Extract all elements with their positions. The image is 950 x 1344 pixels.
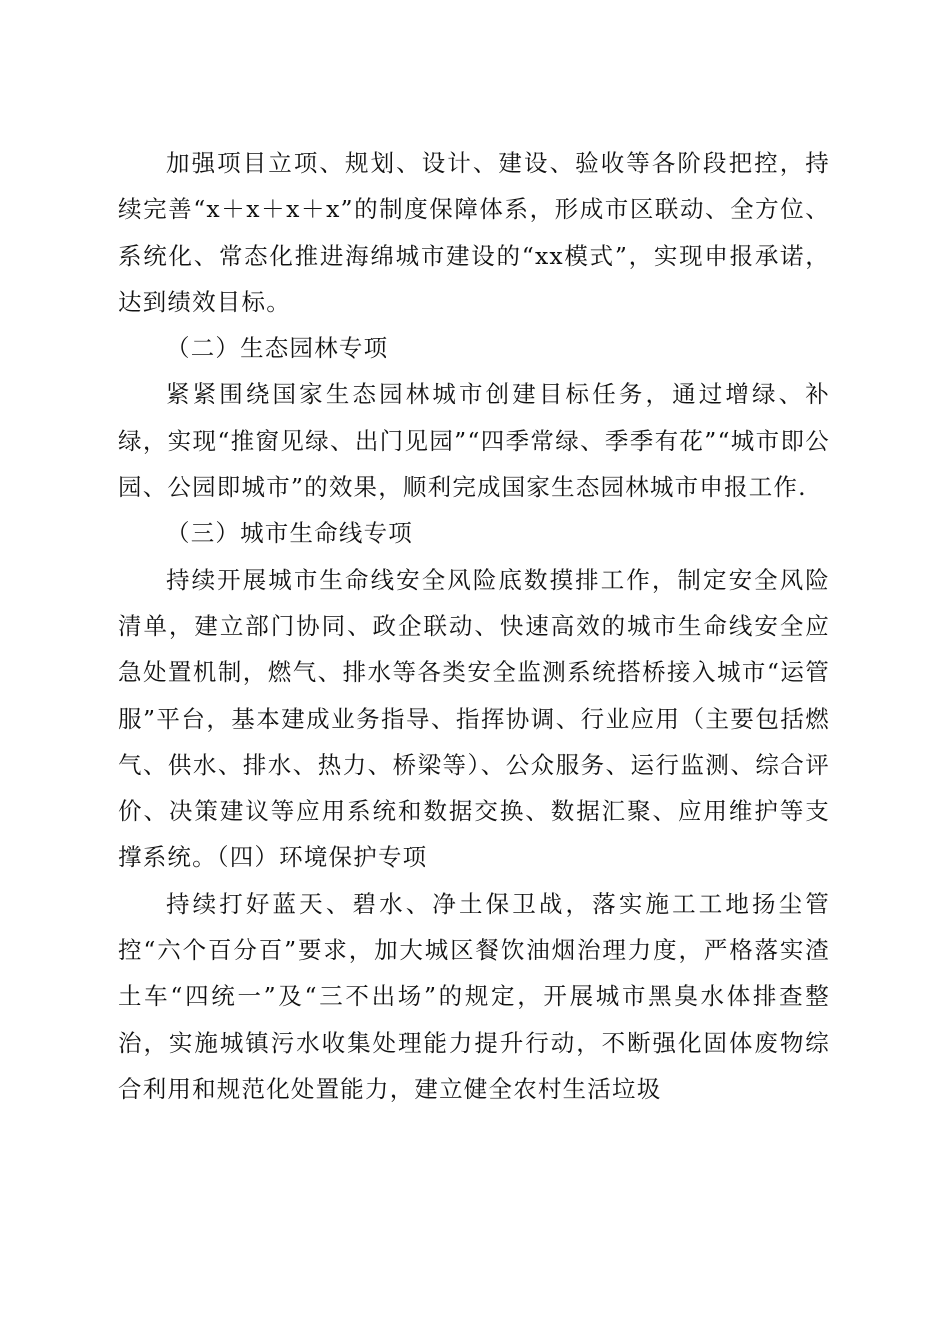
paragraph-city-lifeline: 持续开展城市生命线安全风险底数摸排工作，制定安全风险清单，建立部门协同、政企联动、快速高效的城市生命线安全应急处置机制，燃气、排水等各类安全监测系统搭桥接入城市“运管服”平台，基本建成业务指导、指挥协调、行业应用（主要包括燃气、供水、排水、热力、桥梁等）、公众服务、运行监测、综合评价、决策建议等应用系统和数据交换、数据汇聚、应用维护等支撑系统。（四）环境保护专项 — [118, 565, 830, 872]
paragraph-project-control: 加强项目立项、规划、设计、建设、验收等各阶段把控，持续完善“x＋x＋x＋x”的制度保障体系，形成市区联动、全方位、系统化、常态化推进海绵城市建设的“xx模式”，实现申报承诺，达到绩效目标。 — [118, 149, 830, 316]
document-body — [118, 140, 830, 1112]
paragraph-environment-protection: 持续打好蓝天、碧水、净土保卫战，落实施工工地扬尘管控“六个百分百”要求，加大城区餐饮油烟治理力度，严格落实渣土车“四统一”及“三不出场”的规定，开展城市黑臭水体排查整治，实施城镇污水收集处理能力提升行动，不断强化固体废物综合利用和规范化处置能力，建立健全农村生活垃圾 — [118, 889, 830, 1103]
heading-city-lifeline: （三）城市生命线专项 — [166, 519, 413, 548]
paragraph-ecological-garden: 紧紧围绕国家生态园林城市创建目标任务，通过增绿、补绿，实现“推窗见绿、出门见园”“四季常绿、季季有花”“城市即公园、公园即城市”的效果，顺利完成国家生态园林城市申报工作. — [118, 380, 830, 502]
heading-ecological-garden: （二）生态园林专项 — [166, 334, 389, 363]
